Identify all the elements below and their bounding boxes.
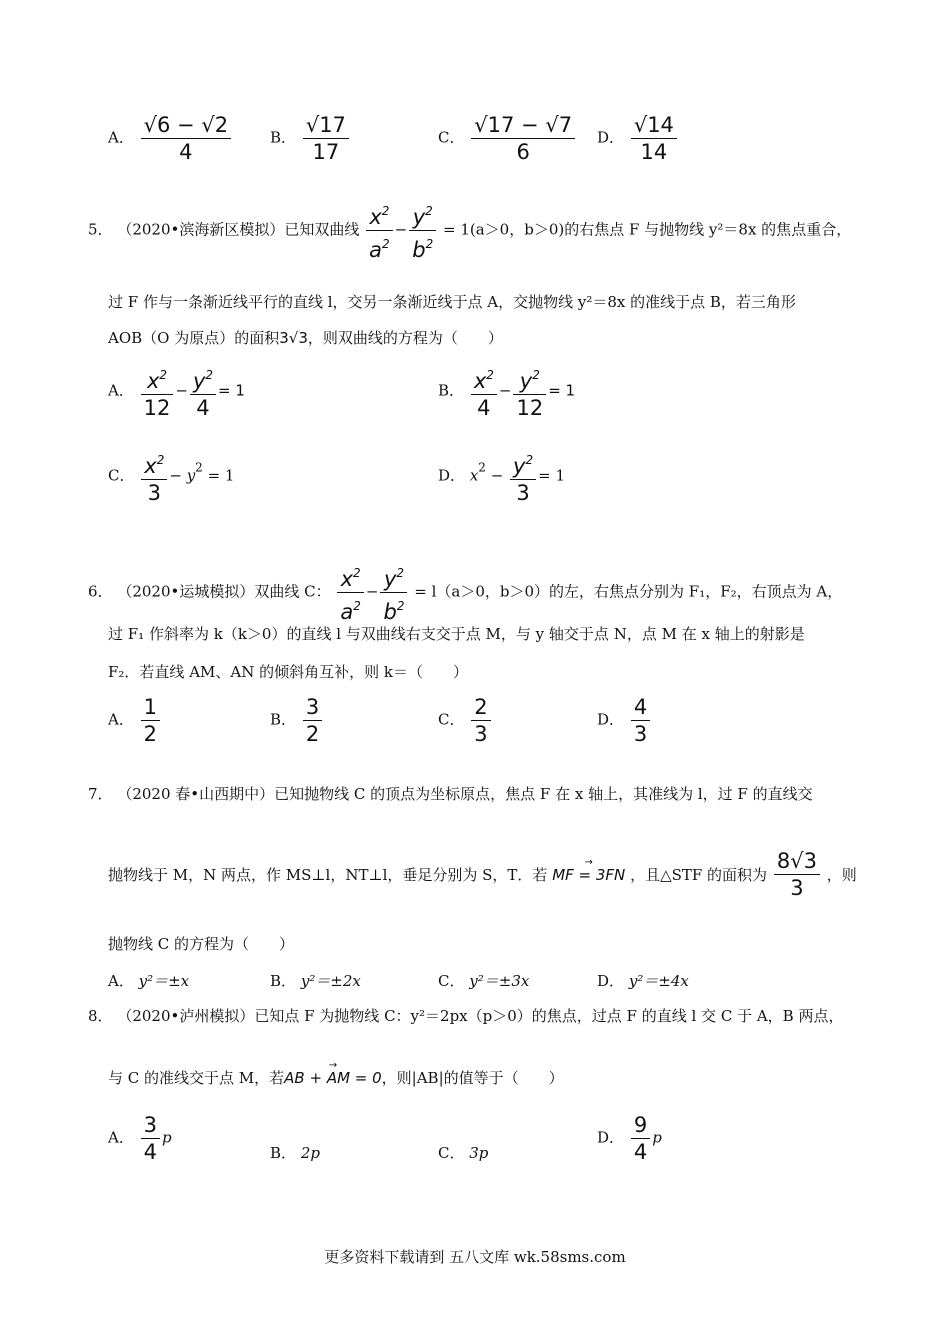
option-label: C． bbox=[438, 128, 465, 147]
option-label: D． bbox=[597, 710, 625, 729]
option-label: B． bbox=[270, 710, 297, 729]
q6-option-d bbox=[597, 694, 652, 747]
question-number: 5． bbox=[88, 220, 113, 239]
numerator: 1 bbox=[141, 694, 160, 721]
option-label: A． bbox=[108, 128, 134, 147]
q7-option-d bbox=[597, 970, 689, 991]
q4-option-d bbox=[597, 112, 679, 165]
text: ，则双曲线的方程为（ ） bbox=[307, 329, 503, 347]
option-text: 3p bbox=[469, 1144, 489, 1162]
denominator: 6 bbox=[516, 140, 530, 164]
equation-tail: = l（a＞0，b＞0）的左，右焦点分别为 F₁，F₂，右顶点为 A， bbox=[414, 582, 843, 601]
option-label: D． bbox=[597, 1128, 625, 1147]
text: ，且△STF 的面积为 bbox=[630, 865, 768, 884]
q7-line1 bbox=[88, 784, 813, 804]
denominator: 2 bbox=[143, 722, 157, 746]
denominator: 3 bbox=[790, 876, 804, 900]
text: ，则 bbox=[826, 865, 857, 884]
q8-line2 bbox=[108, 1068, 564, 1088]
option-label: D． bbox=[597, 972, 625, 990]
denominator: 3 bbox=[633, 722, 648, 746]
q6-line1: 6． （2020•运城模拟）双曲线 C： $\frac{x^2}{a^2}$ − $\frac{y^2}{b^2}$ = l（a＞0，b＞0）的左，右焦点分别为 F₁，F₂，右顶点为 A， bbox=[88, 560, 842, 625]
q8-option-c bbox=[438, 1142, 488, 1163]
q6-line3: F₂．若直线 AM、AN 的倾斜角互补，则 k＝（ ） bbox=[108, 663, 468, 681]
question-number: 8． bbox=[88, 1007, 113, 1025]
q5-option-b: B． $\frac{x^2}{4}$ − $\frac{y^2}{12}$ = 1 bbox=[438, 362, 575, 421]
numerator: 3 bbox=[303, 694, 322, 721]
q7-option-c bbox=[438, 970, 529, 991]
option-label: D． bbox=[597, 128, 625, 147]
equation-tail: = 1(a＞0，b＞0)的右焦点 F 与抛物线 y²＝8x 的焦点重合， bbox=[443, 220, 852, 239]
fraction bbox=[631, 112, 677, 165]
text: 与 C 的准线交于点 M，若 bbox=[108, 1069, 285, 1087]
q4-option-a bbox=[108, 112, 233, 165]
question-source: （2020•运城模拟）双曲线 C： bbox=[117, 582, 331, 601]
denominator: 2 bbox=[305, 722, 320, 746]
denominator: 14 bbox=[640, 140, 668, 164]
denominator: 4 bbox=[143, 1140, 157, 1164]
vector-equation: → MF = 3FN bbox=[552, 865, 625, 885]
question-source: （2020•滨海新区模拟）已知双曲线 bbox=[117, 220, 360, 239]
q6-line2: 过 F₁ 作斜率为 k（k＞0）的直线 l 与双曲线右支交于点 M，与 y 轴交于点 N，点 M 在 x 轴上的射影是 bbox=[108, 625, 805, 643]
text: （2020 春•山西期中）已知抛物线 C 的顶点为坐标原点，焦点 F 在 x 轴上，其准线为 l，过 F 的直线交 bbox=[117, 785, 813, 803]
option-label: C． bbox=[438, 710, 465, 729]
numerator: √17 − √7 bbox=[471, 112, 575, 139]
question-number: 6． bbox=[88, 582, 113, 601]
numerator: √6 − √2 bbox=[141, 112, 231, 139]
numerator: 4 bbox=[631, 694, 650, 721]
denominator: 3 bbox=[474, 722, 488, 746]
q7-option-b bbox=[270, 970, 361, 991]
q4-option-b bbox=[270, 112, 351, 165]
text: ，则|AB|的值等于（ ） bbox=[381, 1069, 564, 1087]
fraction bbox=[303, 112, 349, 165]
text: 抛物线于 M，N 两点，作 MS⊥l，NT⊥l，垂足分别为 S，T．若 bbox=[108, 865, 548, 884]
option-text: y²＝±2x bbox=[300, 972, 361, 990]
option-text: y²＝±3x bbox=[469, 972, 530, 990]
q7-line3: 抛物线 C 的方程为（ ） bbox=[108, 935, 295, 953]
option-label: A． bbox=[108, 1128, 134, 1147]
text: （2020•泸州模拟）已知点 F 为抛物线 C：y²＝2px（p＞0）的焦点，过点 F 的直线 l 交 C 于 A，B 两点， bbox=[117, 1007, 844, 1025]
q8-option-d bbox=[597, 1112, 662, 1165]
option-label: C． bbox=[438, 1144, 465, 1162]
option-label: A． bbox=[108, 381, 134, 400]
numerator: √17 bbox=[303, 112, 349, 139]
q5-option-c: C． $\frac{x^2}{3}$ − $y^2 = 1$ bbox=[108, 447, 234, 506]
option-label: B． bbox=[270, 128, 297, 147]
q7-line2 bbox=[108, 848, 857, 901]
option-text: y²＝±x bbox=[138, 972, 190, 990]
denominator: 4 bbox=[179, 140, 193, 164]
q7-option-a bbox=[108, 970, 189, 991]
option-text: y²＝±4x bbox=[628, 972, 689, 990]
option-label: A． bbox=[108, 972, 134, 990]
fraction-x2-a2: $\frac{x^2}{a^2}$ bbox=[366, 198, 393, 263]
q4-option-c bbox=[438, 112, 577, 165]
option-label: D． bbox=[438, 466, 466, 485]
numerator: 3 bbox=[141, 1112, 160, 1139]
option-label: B． bbox=[438, 381, 465, 400]
option-label: C． bbox=[108, 466, 135, 485]
footer-download-link[interactable]: 更多资料下载请到 五八文库 wk.58sms.com bbox=[324, 1248, 626, 1266]
area-value: 3√3 bbox=[279, 329, 308, 347]
q5-option-a: A． $\frac{x^2}{12}$ − $\frac{y^2}{4}$ = 1 bbox=[108, 362, 245, 421]
q8-option-a bbox=[108, 1112, 172, 1165]
vector-equation: → AB + AM = 0 bbox=[284, 1068, 382, 1088]
numerator: 9 bbox=[631, 1112, 650, 1139]
q5-option-d: D． $x^2$ − $\frac{y^2}{3}$ = 1 bbox=[438, 447, 565, 506]
numerator: 8√3 bbox=[774, 848, 820, 875]
q6-option-b bbox=[270, 694, 324, 747]
option-label: C． bbox=[438, 972, 465, 990]
fraction bbox=[141, 112, 231, 165]
q5-line1: 5． （2020•滨海新区模拟）已知双曲线 $\frac{x^2}{a^2}$ − $\frac{y^2}{b^2}$ = 1(a＞0，b＞0)的右焦点 F 与抛物线 y²＝8x 的焦点重合， bbox=[88, 198, 851, 263]
suffix: p bbox=[162, 1128, 172, 1147]
q6-option-c bbox=[438, 694, 493, 747]
text: AOB（O 为原点）的面积 bbox=[108, 329, 280, 347]
fraction-y2-b2: $\frac{y^2}{b^2}$ bbox=[409, 198, 436, 263]
q5-line3 bbox=[108, 328, 503, 348]
denominator: 4 bbox=[633, 1140, 648, 1164]
q8-option-b bbox=[270, 1142, 320, 1163]
option-text: 2p bbox=[300, 1144, 320, 1162]
denominator: 17 bbox=[312, 140, 340, 164]
suffix: p bbox=[652, 1128, 662, 1147]
numerator: √14 bbox=[631, 112, 677, 139]
option-label: B． bbox=[270, 1144, 297, 1162]
q8-line1 bbox=[88, 1006, 843, 1026]
q5-line2: 过 F 作与一条渐近线平行的直线 l，交另一条渐近线于点 A，交抛物线 y²＝8x 的准线于点 B，若三角形 bbox=[108, 293, 796, 311]
option-label: B． bbox=[270, 972, 297, 990]
question-number: 7． bbox=[88, 785, 113, 803]
option-label: A． bbox=[108, 710, 134, 729]
numerator: 2 bbox=[471, 694, 490, 721]
fraction bbox=[471, 112, 575, 165]
q6-option-a bbox=[108, 694, 162, 747]
